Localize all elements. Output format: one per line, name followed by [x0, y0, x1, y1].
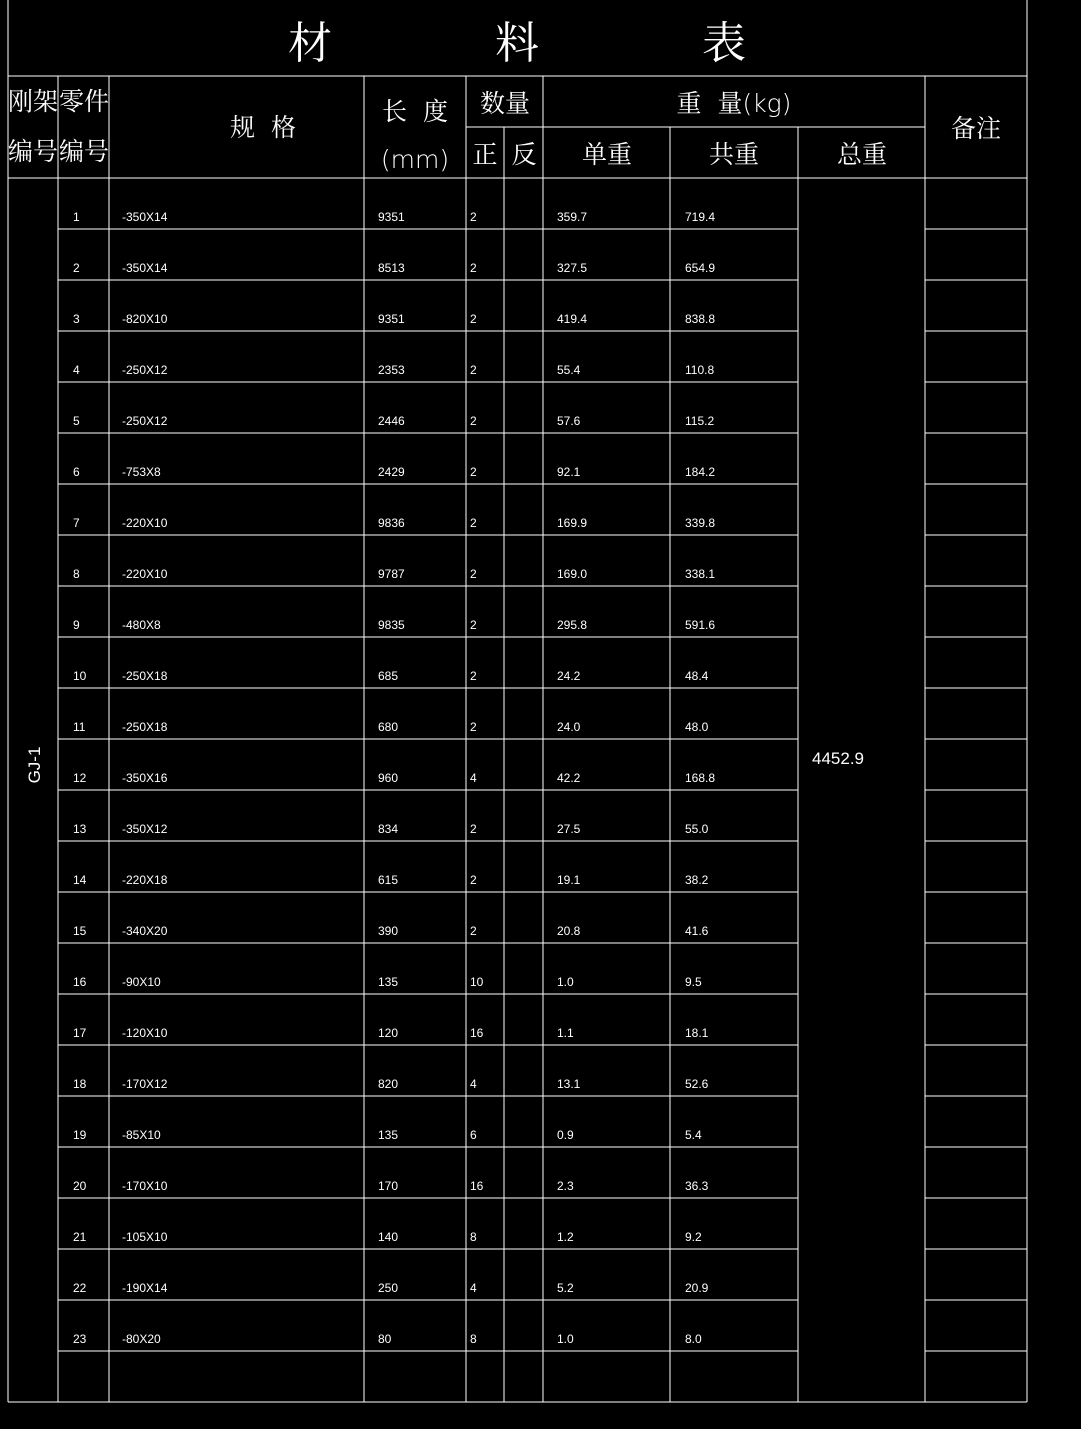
length-cell: 9787 [378, 567, 405, 581]
header-total-weight: 总重 [836, 140, 888, 169]
unit-weight-cell: 1.0 [557, 975, 574, 989]
sum-weight-cell: 168.8 [685, 771, 716, 785]
sum-weight-cell: 115.2 [685, 414, 715, 428]
sum-weight-cell: 9.5 [685, 975, 702, 989]
length-cell: 9836 [378, 516, 405, 530]
unit-weight-cell: 92.1 [557, 465, 581, 479]
length-cell: 170 [378, 1179, 399, 1193]
part-no-cell: 4 [73, 363, 80, 377]
part-no-cell: 23 [73, 1332, 87, 1346]
spec-cell: -250X18 [122, 669, 168, 683]
spec-cell: -820X10 [122, 312, 168, 326]
length-cell: 960 [378, 771, 399, 785]
unit-weight-cell: 19.1 [557, 873, 581, 887]
length-cell: 2429 [378, 465, 405, 479]
part-no-cell: 20 [73, 1179, 87, 1193]
unit-weight-cell: 1.0 [557, 1332, 574, 1346]
part-no-cell: 5 [73, 414, 80, 428]
qty-cell: 10 [470, 975, 484, 989]
qty-cell: 6 [470, 1128, 477, 1142]
spec-cell: -170X12 [122, 1077, 168, 1091]
unit-weight-cell: 2.3 [557, 1179, 574, 1193]
part-no-cell: 8 [73, 567, 80, 581]
part-no-cell: 10 [73, 669, 87, 683]
part-no-cell: 14 [73, 873, 87, 887]
length-cell: 685 [378, 669, 399, 683]
length-cell: 2353 [378, 363, 405, 377]
qty-cell: 2 [470, 261, 477, 275]
header-qty-reverse: 反 [511, 140, 537, 169]
length-cell: 390 [378, 924, 399, 938]
length-cell: 9351 [378, 312, 405, 326]
qty-cell: 2 [470, 618, 477, 632]
qty-cell: 4 [470, 1281, 477, 1295]
length-cell: 820 [378, 1077, 399, 1091]
part-no-cell: 21 [73, 1230, 87, 1244]
sum-weight-cell: 5.4 [685, 1128, 702, 1142]
length-cell: 80 [378, 1332, 392, 1346]
part-no-cell: 17 [73, 1026, 87, 1040]
part-no-cell: 9 [73, 618, 80, 632]
part-no-cell: 22 [73, 1281, 87, 1295]
qty-cell: 2 [470, 363, 477, 377]
unit-weight-cell: 419.4 [557, 312, 588, 326]
spec-cell: -350X14 [122, 210, 168, 224]
header-quantity: 数量 [479, 89, 531, 118]
table-title-char-3: 表 [702, 18, 746, 69]
spec-cell: -80X20 [122, 1332, 161, 1346]
header-part-no-line1: 零件 [58, 87, 110, 116]
sum-weight-cell: 654.9 [685, 261, 716, 275]
qty-cell: 2 [470, 567, 477, 581]
sum-weight-cell: 838.8 [685, 312, 716, 326]
part-no-cell: 11 [73, 720, 86, 734]
unit-weight-cell: 0.9 [557, 1128, 574, 1142]
frame-id: GJ-1 [25, 746, 44, 784]
sum-weight-cell: 110.8 [685, 363, 715, 377]
qty-cell: 2 [470, 720, 477, 734]
spec-cell: -85X10 [122, 1128, 161, 1142]
sum-weight-cell: 9.2 [685, 1230, 702, 1244]
header-length-line2: (mm) [380, 145, 450, 174]
qty-cell: 16 [470, 1179, 484, 1193]
sum-weight-cell: 184.2 [685, 465, 716, 479]
table-body [73, 210, 715, 1346]
spec-cell: -350X12 [122, 822, 168, 836]
length-cell: 135 [378, 1128, 399, 1142]
sum-weight-cell: 8.0 [685, 1332, 702, 1346]
spec-cell: -753X8 [122, 465, 161, 479]
spec-cell: -350X16 [122, 771, 168, 785]
unit-weight-cell: 42.2 [557, 771, 581, 785]
length-cell: 135 [378, 975, 399, 989]
unit-weight-cell: 5.2 [557, 1281, 574, 1295]
qty-cell: 2 [470, 414, 477, 428]
length-cell: 2446 [378, 414, 405, 428]
length-cell: 8513 [378, 261, 405, 275]
header-frame-no-line2: 编号 [7, 137, 59, 166]
spec-cell: -250X12 [122, 363, 168, 377]
sum-weight-cell: 339.8 [685, 516, 716, 530]
unit-weight-cell: 169.0 [557, 567, 588, 581]
sum-weight-cell: 719.4 [685, 210, 716, 224]
spec-cell: -250X12 [122, 414, 168, 428]
length-cell: 680 [378, 720, 399, 734]
part-no-cell: 6 [73, 465, 80, 479]
header-part-no-line2: 编号 [58, 137, 110, 166]
spec-cell: -220X10 [122, 567, 168, 581]
length-cell: 615 [378, 873, 399, 887]
qty-cell: 16 [470, 1026, 484, 1040]
part-no-cell: 12 [73, 771, 87, 785]
part-no-cell: 13 [73, 822, 87, 836]
length-cell: 9351 [378, 210, 405, 224]
sum-weight-cell: 52.6 [685, 1077, 709, 1091]
unit-weight-cell: 1.1 [557, 1026, 574, 1040]
sum-weight-cell: 48.4 [685, 669, 709, 683]
spec-cell: -190X14 [122, 1281, 168, 1295]
qty-cell: 8 [470, 1332, 477, 1346]
sum-weight-cell: 20.9 [685, 1281, 709, 1295]
header-sum-weight: 共重 [708, 140, 760, 169]
spec-cell: -170X10 [122, 1179, 168, 1193]
spec-cell: -105X10 [122, 1230, 168, 1244]
unit-weight-cell: 359.7 [557, 210, 588, 224]
sum-weight-cell: 55.0 [685, 822, 709, 836]
sum-weight-cell: 338.1 [685, 567, 716, 581]
unit-weight-cell: 20.8 [557, 924, 581, 938]
unit-weight-cell: 13.1 [557, 1077, 581, 1091]
qty-cell: 2 [470, 210, 477, 224]
unit-weight-cell: 24.0 [557, 720, 581, 734]
header-remark: 备注 [950, 114, 1002, 143]
header-qty-positive: 正 [472, 140, 498, 169]
qty-cell: 2 [470, 822, 477, 836]
header-spec: 规 格 [230, 113, 296, 142]
part-no-cell: 3 [73, 312, 80, 326]
sum-weight-cell: 591.6 [685, 618, 716, 632]
spec-cell: -340X20 [122, 924, 168, 938]
part-no-cell: 19 [73, 1128, 87, 1142]
qty-cell: 2 [470, 516, 477, 530]
header-unit-weight: 单重 [581, 140, 633, 169]
sum-weight-cell: 41.6 [685, 924, 709, 938]
unit-weight-cell: 1.2 [557, 1230, 574, 1244]
part-no-cell: 2 [73, 261, 80, 275]
sum-weight-cell: 36.3 [685, 1179, 709, 1193]
part-no-cell: 18 [73, 1077, 87, 1091]
spec-cell: -220X10 [122, 516, 168, 530]
qty-cell: 2 [470, 465, 477, 479]
sum-weight-cell: 38.2 [685, 873, 709, 887]
sum-weight-cell: 18.1 [685, 1026, 709, 1040]
part-no-cell: 7 [73, 516, 80, 530]
table-title-char-1: 材 [288, 18, 332, 69]
grand-total-weight: 4452.9 [812, 749, 864, 768]
header-frame-no-line1: 刚架 [7, 87, 59, 116]
part-no-cell: 1 [73, 210, 80, 224]
qty-cell: 2 [470, 312, 477, 326]
qty-cell: 8 [470, 1230, 477, 1244]
spec-cell: -350X14 [122, 261, 168, 275]
spec-cell: -90X10 [122, 975, 161, 989]
table-title-char-2: 料 [495, 18, 539, 69]
unit-weight-cell: 55.4 [557, 363, 581, 377]
spec-cell: -120X10 [122, 1026, 168, 1040]
part-no-cell: 16 [73, 975, 87, 989]
length-cell: 250 [378, 1281, 399, 1295]
unit-weight-cell: 57.6 [557, 414, 581, 428]
length-cell: 120 [378, 1026, 399, 1040]
spec-cell: -220X18 [122, 873, 168, 887]
header-length-line1: 长 度 [382, 97, 448, 126]
unit-weight-cell: 169.9 [557, 516, 588, 530]
qty-cell: 2 [470, 924, 477, 938]
qty-cell: 2 [470, 873, 477, 887]
unit-weight-cell: 295.8 [557, 618, 588, 632]
unit-weight-cell: 327.5 [557, 261, 588, 275]
qty-cell: 4 [470, 1077, 477, 1091]
length-cell: 140 [378, 1230, 399, 1244]
spec-cell: -480X8 [122, 618, 161, 632]
unit-weight-cell: 24.2 [557, 669, 581, 683]
qty-cell: 2 [470, 669, 477, 683]
spec-cell: -250X18 [122, 720, 168, 734]
length-cell: 9835 [378, 618, 405, 632]
unit-weight-cell: 27.5 [557, 822, 581, 836]
header-weight: 重 量(kg) [676, 89, 792, 118]
part-no-cell: 15 [73, 924, 87, 938]
qty-cell: 4 [470, 771, 477, 785]
sum-weight-cell: 48.0 [685, 720, 709, 734]
length-cell: 834 [378, 822, 399, 836]
